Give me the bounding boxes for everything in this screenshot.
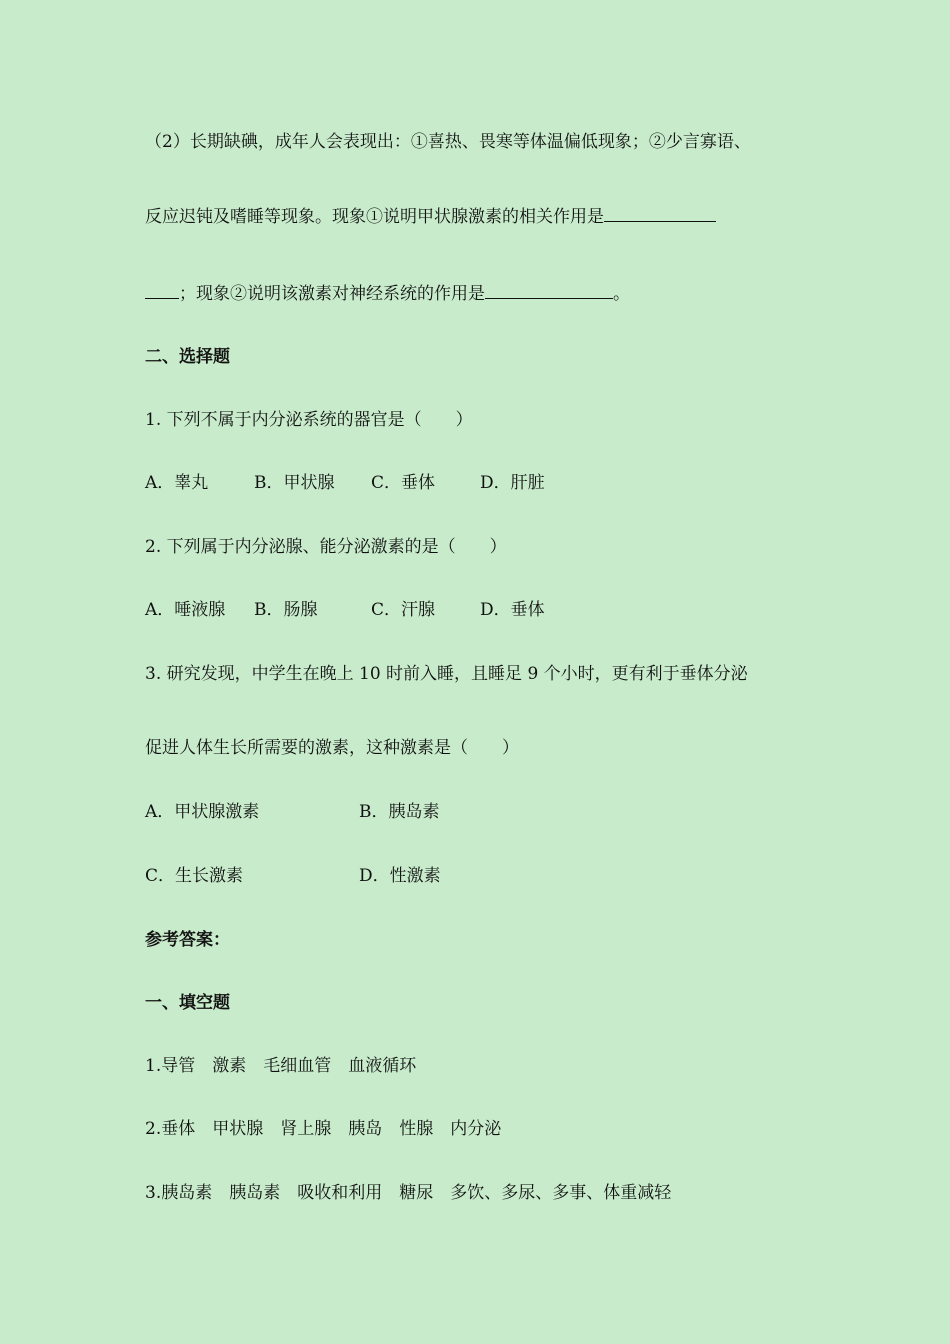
choice-section-heading: 二、选择题: [145, 347, 230, 367]
choice-q2-option-a: A．唾液腺: [145, 600, 226, 620]
choice-q3-option-d: D．性激素: [359, 866, 441, 886]
choice-q3-option-a: A．甲状腺激素: [145, 802, 260, 822]
question-2-line-2: [145, 205, 716, 229]
answers-fill-heading: 一、填空题: [145, 993, 230, 1013]
choice-q1-options: [145, 471, 545, 495]
answer-blank-2: [485, 282, 613, 299]
choice-q3-stem-line-2: 促进人体生长所需要的激素，这种激素是（ ）: [145, 738, 519, 758]
choice-q3-options-row-1: [145, 800, 440, 824]
choice-q2-stem: 2. 下列属于内分泌腺、能分泌激素的是（ ）: [145, 537, 507, 557]
choice-q2-option-b: B．肠腺: [254, 600, 318, 620]
choice-q1-option-b: B．甲状腺: [254, 473, 335, 493]
question-2-line-3: [145, 282, 630, 306]
choice-q1-option-c: C．垂体: [371, 473, 436, 493]
choice-q2-option-c: C．汗腺: [371, 600, 436, 620]
question-2-line-2-text: 反应迟钝及嗜睡等现象。现象①说明甲状腺激素的相关作用是: [145, 207, 604, 227]
choice-q1-stem: 1. 下列不属于内分泌系统的器官是（ ）: [145, 410, 473, 430]
choice-q3-stem-line-1: 3. 研究发现，中学生在晚上 10 时前入睡，且睡足 9 个小时，更有利于垂体分泌: [145, 664, 748, 684]
answers-heading: 参考答案：: [145, 930, 230, 950]
choice-q3-option-b: B．胰岛素: [359, 802, 440, 822]
question-2-line-3-text: ；现象②说明该激素对神经系统的作用是: [179, 284, 485, 304]
choice-q1-option-d: D．肝脏: [480, 473, 545, 493]
choice-q3-option-c: C．生长激素: [145, 866, 244, 886]
choice-q3-options-row-2: [145, 864, 441, 888]
choice-q2-option-d: D．垂体: [480, 600, 545, 620]
question-2-line-3-end: 。: [613, 284, 630, 304]
answer-line-2: 2.垂体 甲状腺 肾上腺 胰岛 性腺 内分泌: [145, 1119, 502, 1139]
answer-blank-1-continued: [145, 282, 179, 299]
question-2-line-1: （2）长期缺碘，成年人会表现出：①喜热、畏寒等体温偏低现象；②少言寡语、: [145, 132, 751, 152]
choice-q2-options: [145, 598, 545, 622]
answer-line-1: 1.导管 激素 毛细血管 血液循环: [145, 1056, 417, 1076]
choice-q1-option-a: A．睾丸: [145, 473, 209, 493]
answer-blank-1: [604, 205, 716, 222]
answer-line-3: 3.胰岛素 胰岛素 吸收和利用 糖尿 多饮、多尿、多事、体重减轻: [145, 1183, 672, 1203]
